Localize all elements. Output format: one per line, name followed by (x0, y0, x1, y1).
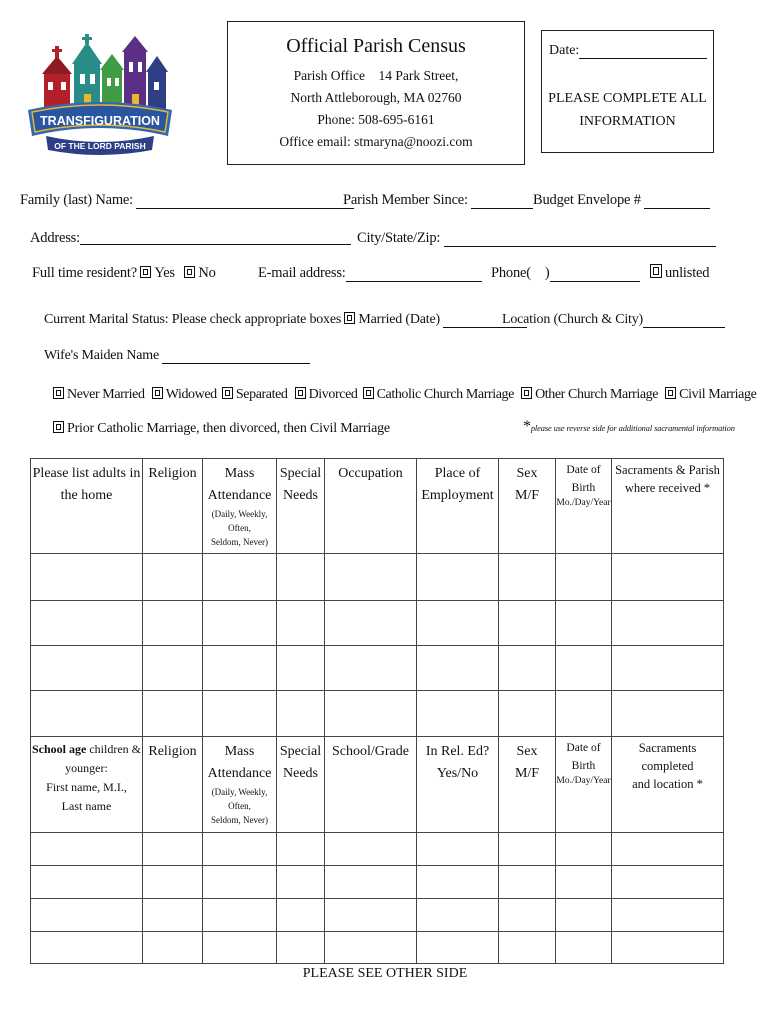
wife-maiden-field[interactable] (162, 349, 310, 364)
table-row (31, 866, 724, 899)
date-box (541, 30, 714, 153)
children-header-rel-ed: In Rel. Ed? Yes/No (417, 737, 499, 833)
children-header-sacraments: Sacraments completed and location * (612, 737, 724, 833)
other-marriage-checkbox[interactable] (521, 387, 532, 399)
adults-header-dob: Date of Birth Mo./Day/Year (556, 459, 612, 554)
catholic-marriage-checkbox[interactable] (363, 387, 374, 399)
married-checkbox[interactable] (344, 312, 355, 324)
marital-status-label: Current Marital Status: Please check appropriate boxes (44, 312, 342, 327)
reverse-side-note: please use reverse side for additional sacramental information (530, 424, 735, 433)
divorced-label: Divorced (308, 387, 358, 402)
table-row (31, 646, 724, 691)
city-state-zip-label: City/State/Zip: (357, 230, 441, 246)
yes-label: Yes (154, 265, 175, 281)
adults-header-sacraments: Sacraments & Parish where received * (612, 459, 724, 554)
yes-checkbox[interactable] (140, 266, 151, 278)
children-header-name: School age children & younger: First name, M.I., Last name (31, 737, 143, 833)
member-since-field[interactable] (471, 194, 533, 209)
budget-envelope-field[interactable] (644, 194, 710, 209)
adults-header-religion: Religion (143, 459, 203, 554)
catholic-marriage-label: Catholic Church Marriage (376, 387, 514, 402)
never-married-checkbox[interactable] (53, 387, 64, 399)
member-since-label: Parish Member Since: (343, 192, 468, 208)
wife-maiden-label: Wife's Maiden Name (44, 348, 159, 363)
table-row (31, 601, 724, 646)
table-row (31, 833, 724, 866)
widowed-checkbox[interactable] (152, 387, 163, 399)
separated-label: Separated (235, 387, 288, 402)
see-other-side-note: PLEASE SEE OTHER SIDE (302, 966, 468, 981)
phone-label: Phone( (491, 265, 531, 281)
table-row (31, 554, 724, 601)
children-header-sex: Sex M/F (499, 737, 556, 833)
divorced-checkbox[interactable] (295, 387, 306, 399)
adults-header-sex: Sex M/F (499, 459, 556, 554)
table-row (31, 691, 724, 737)
prior-catholic-checkbox[interactable] (53, 421, 64, 433)
table-row (31, 932, 724, 964)
children-header-dob: Date of Birth Mo./Day/Year (556, 737, 612, 833)
family-name-label: Family (last) Name: (20, 192, 133, 208)
adults-header-occupation: Occupation (325, 459, 417, 554)
adults-header-special: Special Needs (277, 459, 325, 554)
complete-notice-line2: INFORMATION (579, 114, 676, 129)
office-address: Parish Office 14 Park Street, (293, 68, 459, 83)
civil-marriage-checkbox[interactable] (665, 387, 676, 399)
married-date-label: Married (Date) (358, 312, 440, 327)
office-city: North Attleborough, MA 02760 (290, 90, 462, 105)
unlisted-checkbox[interactable] (650, 264, 662, 278)
children-mass-options: (Daily, Weekly, Often, Seldom, Never) (211, 787, 268, 825)
office-phone: Phone: 508-695-6161 (317, 112, 435, 127)
civil-marriage-label: Civil Marriage (679, 387, 757, 402)
children-header-religion: Religion (143, 737, 203, 833)
parish-logo (24, 32, 176, 158)
children-header-mass: Mass Attendance (Daily, Weekly, Often, Seldom, Never) (203, 737, 277, 833)
date-field[interactable] (579, 44, 707, 59)
date-label: Date: (549, 43, 580, 58)
logo-text-sub: OF THE LORD PARISH (54, 141, 146, 151)
location-field[interactable] (643, 313, 725, 328)
adults-mass-options: (Daily, Weekly, Often, Seldom, Never) (211, 509, 268, 547)
phone-close-paren: ) (544, 265, 550, 281)
complete-notice-line1: PLEASE COMPLETE ALL (548, 91, 707, 106)
children-header-school: School/Grade (325, 737, 417, 833)
address-field[interactable] (80, 230, 351, 245)
family-name-field[interactable] (136, 194, 354, 209)
logo-text-main: TRANSFIGURATION (40, 114, 160, 128)
asterisk: * (523, 418, 531, 435)
email-field[interactable] (346, 267, 482, 282)
no-label: No (198, 265, 216, 281)
phone-field[interactable] (550, 267, 640, 282)
no-checkbox[interactable] (184, 266, 195, 278)
children-header-special: Special Needs (277, 737, 325, 833)
prior-catholic-label: Prior Catholic Marriage, then divorced, then Civil Marriage (67, 421, 390, 436)
adults-table (30, 458, 724, 737)
never-married-label: Never Married (67, 387, 145, 402)
budget-envelope-label: Budget Envelope # (533, 192, 641, 208)
separated-checkbox[interactable] (222, 387, 233, 399)
other-marriage-label: Other Church Marriage (535, 387, 659, 402)
unlisted-label: unlisted (665, 265, 710, 281)
full-time-label: Full time resident? (32, 265, 137, 281)
table-row (31, 899, 724, 932)
widowed-label: Widowed (165, 387, 217, 402)
email-label: E-mail address: (258, 265, 346, 281)
address-label: Address: (30, 230, 80, 246)
children-table (30, 736, 724, 964)
office-email: Office email: stmaryna@noozi.com (279, 134, 473, 149)
city-state-zip-field[interactable] (444, 232, 716, 247)
adults-header-name: Please list adults in the home (31, 459, 143, 554)
location-label: Location (Church & City) (502, 312, 644, 327)
page-title: Official Parish Census (286, 35, 466, 57)
adults-header-employment: Place of Employment (417, 459, 499, 554)
adults-header-mass: Mass Attendance (Daily, Weekly, Often, Seldom, Never) (203, 459, 277, 554)
header-box (227, 21, 525, 165)
